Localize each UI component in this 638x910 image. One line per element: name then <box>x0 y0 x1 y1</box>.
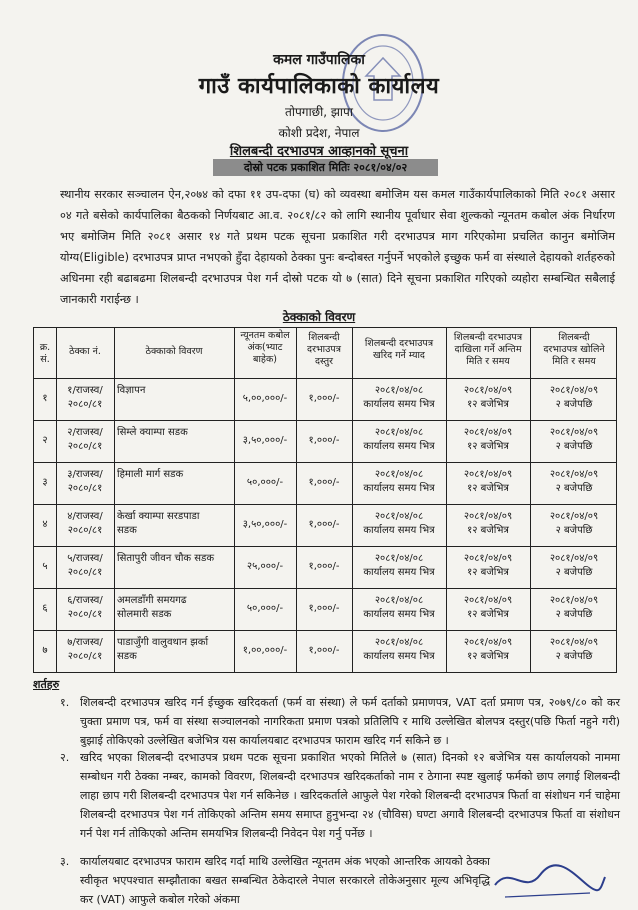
cell-submit-deadline: २०८१/०४/०९ १२ बजेभित्र <box>463 385 513 410</box>
cell-contract-no: ६/राजस्व/ २०८०/८१ <box>67 595 103 620</box>
cell-buy-period: २०८१/०४/०८ कार्यालय समय भित्र <box>363 469 435 494</box>
cell-min-bid: २५,०००/- <box>246 561 284 572</box>
notice-paragraph: स्थानीय सरकार सञ्चालन ऐन,२०७४ को दफा ११ उप-दफा (घ) को व्यवस्था बमोजिम यस कमल गाउँकार्यपालिकाको मिति २०८१ असार ०४ गते बसेको कार्यपालिका बैठकको निर्णयबाट आ.व. २०८१/८२ को लागि स्थानीय पूर्वाधार सेवा शुल्कको न्यूनतम कबोल अंक निर्धारण भए बमोजिम मिति २०८१ असार १४ गते प्रथम पटक सूचना प्रकाशित गरी दरभाउपत्र माग गरिएकोमा प्रचलित कानुन बमोजिम योग्य(Eligible) दरभाउपत्र प्राप्त नभएको हुँदा देहायको ठेक्का पुनः बन्दोबस्त गर्नुपर्ने भएकोले इच्छुक फर्म वा संस्थाले देहायको शर्तहरुको अधिनमा रही बढाबढमा शिलबन्दी दरभाउपत्र पेश गर्न दोस्रो पटक यो ७ (सात) दिने सूचना प्रकाशित गरिएको व्यहोरा सम्बन्धित सबैलाई जानकारी गराईन्छ । <box>60 188 615 306</box>
cell-buy-period: २०८१/०४/०८ कार्यालय समय भित्र <box>363 427 435 452</box>
cell-fee: १,०००/- <box>308 435 340 446</box>
condition-item: २. खरिद भएका शिलबन्दी दरभाउपत्र प्रथम पटक सूचना प्रकाशित भएको मितिले ७ (सात) दिनको १२ बजेभित्र यस कार्यालयको नाममा सम्बोधन गरी ठेक्का नम्बर, कामको विवरण, शिलबन्दी दरभाउपत्र खरिदकर्ताको नाम र ठेगाना स्पष्ट खुलाई फर्मको छाप लगाई शिलबन्दी लाहा छाप गरी शिलबन्दी दरभाउपत्र पेश गर्न सकिनेछ । खरिदकर्ताले आफुले पेश गरेको शिलबन्दी दरभाउपत्र फिर्ता वा संशोधन गर्न चाहेमा शिलबन्दी दरभाउपत्र पेश गर्न तोकिएको अन्तिम समय समाप्त हुनुभन्दा २४ (चौविस) घण्टा अगावै शिलबन्दी दरभाउपत्र फिर्ता वा संशोधन गर्न पेश गर्न तोकिएको अन्तिम समयभित्र शिलबन्दी निवेदन पेश गर्नु पर्नेछ । <box>60 751 620 840</box>
cell-buy-period: २०८१/०४/०८ कार्यालय समय भित्र <box>363 595 435 620</box>
cell-fee: १,०००/- <box>308 519 340 530</box>
cell-contract-no: ७/राजस्व/ २०८०/८१ <box>67 637 103 662</box>
cell-sn: ५ <box>42 561 48 572</box>
cell-submit-deadline: २०८१/०४/०९ १२ बजेभित्र <box>463 553 513 578</box>
header-sn: क्र. सं. <box>39 342 51 365</box>
cell-description: केर्खा क्याम्पा सरडपाडा सडक <box>117 511 200 536</box>
cell-buy-period: २०८१/०४/०८ कार्यालय समय भित्र <box>363 511 435 536</box>
cell-contract-no: ५/राजस्व/ २०८०/८१ <box>67 553 103 578</box>
cell-description: पाडाजुँगी वालुवथान झर्का सडक <box>117 637 209 662</box>
header-description: ठेक्काको विवरण <box>145 346 203 357</box>
table-title: ठेक्काको विवरण <box>282 310 356 324</box>
cell-min-bid: ५०,०००/- <box>246 603 284 614</box>
cell-sn: ७ <box>42 645 48 656</box>
cell-description: सितापुरी जीवन चौक सडक <box>117 553 215 564</box>
cell-open-date: २०८१/०४/०९ २ बजेपछि <box>549 511 599 536</box>
cell-contract-no: ३/राजस्व/ २०८०/८१ <box>67 469 103 494</box>
cell-sn: १ <box>42 393 48 404</box>
header-contract-no: ठेक्का नं. <box>69 346 101 357</box>
cell-min-bid: ३,५०,०००/- <box>242 519 288 530</box>
cell-open-date: २०८१/०४/०९ २ बजेपछि <box>549 595 599 620</box>
cell-fee: १,०००/- <box>308 561 340 572</box>
cell-contract-no: ४/राजस्व/ २०८०/८१ <box>67 511 103 536</box>
cell-fee: १,०००/- <box>308 603 340 614</box>
condition-item: ३. कार्यालयबाट दरभाउपत्र फाराम खरिद गर्दा माथि उल्लेखित न्यूनतम अंक भएको आन्तरिक आयको ठेक्का स्वीकृत भएपश्चात सम्झौताका बखत सम्बन्धित ठेकेदारले नेपाल सरकारले तोकेअनुसार मूल्य अभिवृद्धि कर (VAT) आफुले कबोल गरेको अंकमा <box>60 855 490 906</box>
published-date-badge: दोस्रो पटक प्रकाशित मितिः २०८१/०४/०२ <box>213 159 438 176</box>
cell-submit-deadline: २०८१/०४/०९ १२ बजेभित्र <box>463 637 513 662</box>
cell-open-date: २०८१/०४/०९ २ बजेपछि <box>549 385 599 410</box>
signature-icon <box>490 855 610 905</box>
condition-item: १. शिलबन्दी दरभाउपत्र खरिद गर्न ईच्छुक खरिदकर्ता (फर्म वा संस्था) ले फर्म दर्ताको प्रमाणपत्र, VAT दर्ता प्रमाण पत्र, २०७९/८० को कर चुक्ता प्रमाण पत्र, फर्म वा संस्था सञ्चालनको नागरिकता प्रमाण पत्रको प्रतिलिपि र माथि उल्लेखित बोलपत्र दस्तुर(पछि फिर्ता नहुने गरी) बुझाई तोकिएको उल्लेखित बजेभित्र यस कार्यालयबाट दरभाउपत्र फाराम खरिद गर्न सकिने छ । <box>60 696 620 747</box>
cell-open-date: २०८१/०४/०९ २ बजेपछि <box>549 637 599 662</box>
notice-title: शिलबन्दी दरभाउपत्र आव्हानको सूचना <box>229 144 409 159</box>
cell-min-bid: ५०,०००/- <box>246 477 284 488</box>
header-buy-period: शिलबन्दी दरभाउपत्र खरिद गर्ने म्याद <box>364 338 434 361</box>
cell-min-bid: ५,००,०००/- <box>242 393 288 404</box>
cell-fee: १,०००/- <box>308 393 340 404</box>
cell-description: सिम्ले क्याम्पा सडक <box>117 427 188 438</box>
cell-buy-period: २०८१/०४/०८ कार्यालय समय भित्र <box>363 553 435 578</box>
cell-open-date: २०८१/०४/०९ २ बजेपछि <box>549 469 599 494</box>
header-submit-deadline: शिलबन्दी दरभाउपत्र दाखिला गर्ने अन्तिम मिति र समय <box>453 332 523 367</box>
cell-min-bid: ३,५०,०००/- <box>242 435 288 446</box>
header-min-bid: न्यूनतम कबोल अंक(भ्याट बाहेक) <box>240 330 290 365</box>
cell-fee: १,०००/- <box>308 477 340 488</box>
cell-submit-deadline: २०८१/०४/०९ १२ बजेभित्र <box>463 469 513 494</box>
contracts-table <box>33 327 617 673</box>
office-location: तोपगाछी, झापा <box>285 105 353 119</box>
municipality-name: कमल गाउँपालिका <box>273 52 365 68</box>
office-name: गाउँ कार्यपालिकाको कार्यालय <box>198 74 440 99</box>
cell-buy-period: २०८१/०४/०८ कार्यालय समय भित्र <box>363 637 435 662</box>
cell-open-date: २०८१/०४/०९ २ बजेपछि <box>549 427 599 452</box>
cell-sn: ३ <box>42 477 48 488</box>
cell-contract-no: २/राजस्व/ २०८०/८१ <box>67 427 103 452</box>
cell-buy-period: २०८१/०४/०८ कार्यालय समय भित्र <box>363 385 435 410</box>
cell-description: विज्ञापन <box>117 385 146 396</box>
header-fee: शिलबन्दी दरभाउपत्र दस्तुर <box>307 332 341 367</box>
province-name: कोशी प्रदेश, नेपाल <box>278 126 360 140</box>
cell-description: हिमाली मार्ग सडक <box>117 469 184 480</box>
cell-sn: ६ <box>42 603 48 614</box>
cell-sn: २ <box>42 435 48 446</box>
cell-sn: ४ <box>42 519 48 530</box>
cell-description: अमलडाँगी समयगढ सोलमारी सडक <box>117 595 187 620</box>
header-open-date: शिलबन्दी दरभाउपत्र खोलिने मिति र समय <box>543 332 605 367</box>
cell-submit-deadline: २०८१/०४/०९ १२ बजेभित्र <box>463 427 513 452</box>
cell-fee: १,०००/- <box>308 645 340 656</box>
cell-contract-no: १/राजस्व/ २०८०/८१ <box>67 385 103 410</box>
cell-submit-deadline: २०८१/०४/०९ १२ बजेभित्र <box>463 511 513 536</box>
conditions-heading: शर्तहरु <box>33 678 60 691</box>
cell-open-date: २०८१/०४/०९ २ बजेपछि <box>549 553 599 578</box>
cell-min-bid: १,००,०००/- <box>242 645 288 656</box>
cell-submit-deadline: २०८१/०४/०९ १२ बजेभित्र <box>463 595 513 620</box>
